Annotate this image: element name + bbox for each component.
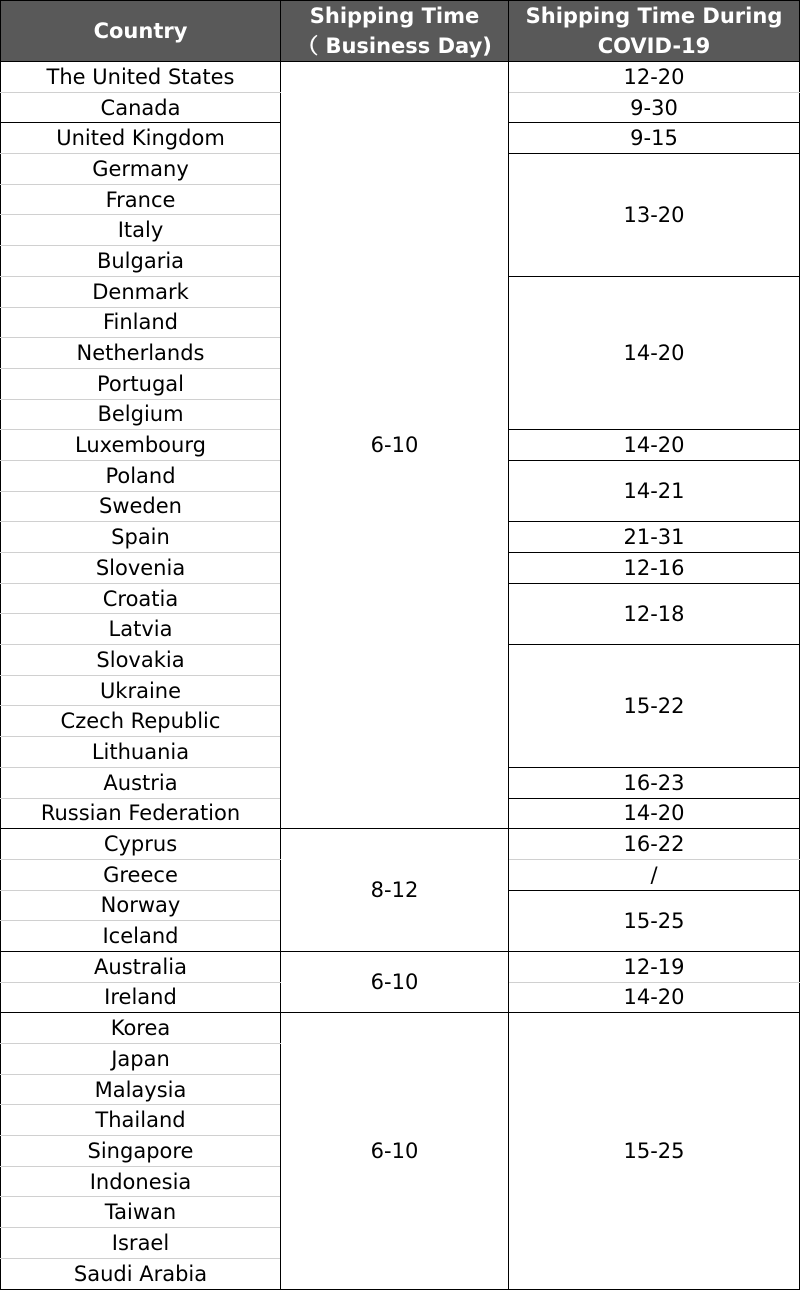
country-cell: Denmark [1, 276, 281, 307]
country-cell: Spain [1, 522, 281, 553]
header-country-label: Country [93, 19, 188, 43]
country-cell: Thailand [1, 1105, 281, 1136]
country-cell: Belgium [1, 399, 281, 430]
shipping-time-cell: 8-12 [281, 829, 509, 952]
covid-time-cell: 14-20 [509, 430, 800, 461]
country-cell: Netherlands [1, 338, 281, 369]
table-row [1, 1013, 800, 1044]
country-cell: Singapore [1, 1136, 281, 1167]
country-cell: Ireland [1, 982, 281, 1013]
country-cell: Taiwan [1, 1197, 281, 1228]
country-cell: Finland [1, 307, 281, 338]
country-cell: Norway [1, 890, 281, 921]
covid-time-cell: 21-31 [509, 522, 800, 553]
country-cell: United Kingdom [1, 123, 281, 154]
country-cell: Greece [1, 859, 281, 890]
header-country [1, 1, 281, 62]
covid-time-cell: 14-20 [509, 276, 800, 429]
shipping-time-cell: 6-10 [281, 62, 509, 829]
covid-time-cell: 9-15 [509, 123, 800, 154]
shipping-time-cell: 6-10 [281, 1013, 509, 1289]
covid-time-cell: 12-16 [509, 553, 800, 584]
covid-time-cell: 13-20 [509, 154, 800, 277]
country-cell: Lithuania [1, 737, 281, 768]
shipping-time-cell: 6-10 [281, 951, 509, 1012]
header-shipping-time [281, 1, 509, 62]
covid-time-cell: 16-23 [509, 767, 800, 798]
table-row [1, 829, 800, 860]
country-cell: Sweden [1, 491, 281, 522]
header-shipping-time-line1: Shipping Time [309, 4, 480, 28]
covid-time-cell: 15-25 [509, 1013, 800, 1289]
covid-time-cell: 16-22 [509, 829, 800, 860]
country-cell: Iceland [1, 921, 281, 952]
country-cell: Croatia [1, 583, 281, 614]
header-row [1, 1, 800, 62]
table-row [1, 951, 800, 982]
covid-time-cell: 14-21 [509, 460, 800, 521]
covid-time-cell: 14-20 [509, 982, 800, 1013]
covid-time-cell: 15-22 [509, 645, 800, 768]
country-cell: Australia [1, 951, 281, 982]
country-cell: Saudi Arabia [1, 1258, 281, 1289]
header-shipping-time-line2: （ Business Day) [297, 34, 492, 58]
country-cell: Malaysia [1, 1074, 281, 1105]
covid-time-cell: 14-20 [509, 798, 800, 829]
covid-time-cell: 12-18 [509, 583, 800, 644]
country-cell: Germany [1, 154, 281, 185]
header-covid-line1: Shipping Time During [525, 4, 783, 28]
header-covid-time [509, 1, 800, 62]
country-cell: The United States [1, 62, 281, 93]
covid-time-cell: 9-30 [509, 92, 800, 123]
country-cell: France [1, 184, 281, 215]
country-cell: Indonesia [1, 1166, 281, 1197]
country-cell: Japan [1, 1044, 281, 1075]
country-cell: Ukraine [1, 675, 281, 706]
country-cell: Korea [1, 1013, 281, 1044]
country-cell: Italy [1, 215, 281, 246]
country-cell: Canada [1, 92, 281, 123]
country-cell: Austria [1, 767, 281, 798]
table-row [1, 62, 800, 93]
covid-time-cell: 12-20 [509, 62, 800, 93]
country-cell: Latvia [1, 614, 281, 645]
country-cell: Slovenia [1, 553, 281, 584]
header-covid-line2: COVID-19 [597, 34, 711, 58]
country-cell: Poland [1, 460, 281, 491]
covid-time-cell: 15-25 [509, 890, 800, 951]
country-cell: Bulgaria [1, 246, 281, 277]
country-cell: Portugal [1, 368, 281, 399]
covid-time-cell: / [509, 859, 800, 890]
country-cell: Czech Republic [1, 706, 281, 737]
country-cell: Israel [1, 1228, 281, 1259]
covid-time-cell: 12-19 [509, 951, 800, 982]
country-cell: Slovakia [1, 645, 281, 676]
country-cell: Cyprus [1, 829, 281, 860]
country-cell: Russian Federation [1, 798, 281, 829]
country-cell: Luxembourg [1, 430, 281, 461]
